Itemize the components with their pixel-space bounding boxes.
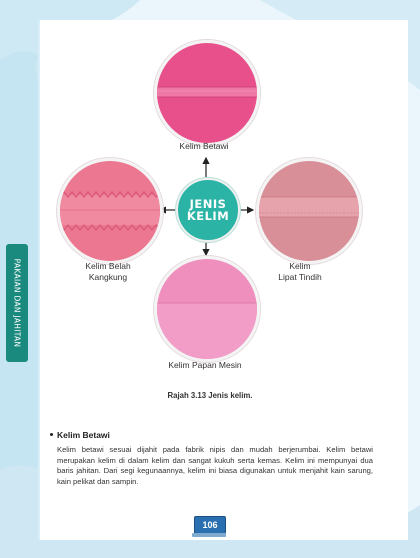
fabric-hem-image [60,161,160,261]
swatch-kelim-belah-kangkung [57,158,163,264]
swatch-kelim-betawi [154,40,260,146]
center-label-line2: KELIM [186,209,230,223]
laptop-base-icon [192,533,226,537]
label-kelim-betawi: Kelim Betawi [179,141,229,151]
swatch-kelim-lipat-tindih [256,158,362,264]
bullet-icon [50,433,53,436]
label-kelim-lipat-tindih [260,261,340,283]
page-number: 106 [194,516,226,534]
section-paragraph: Kelim betawi sesuai dijahit pada fabrik nipis dan mudah berjerumbai. Kelim betawi merupakan kelim di dalam kelim dan sangat kukuh serta kemas. Kelim ini mempunyai dua baris jahitan. Dari segi kegunaannya, kelim ini biasa digunakan untuk menjahit kain sarung, kain pelikat dan sampin. [57,445,373,486]
center-label-line1: JENIS [189,197,227,211]
page-number-badge [192,516,226,538]
swatch-kelim-papan-mesin [154,256,260,362]
figure-caption: Rajah 3.13 Jenis kelim. [167,391,253,400]
label-line: Kelim [289,261,311,271]
label-kelim-papan-mesin: Kelim Papan Mesin [168,360,242,370]
label-kelim-belah-kangkung [68,261,148,283]
label-line: Kelim Belah [85,261,131,271]
fabric-hem-image [157,259,257,359]
chapter-side-tab [6,244,28,362]
fabric-hem-image [157,43,257,143]
label-line: Kangkung [88,272,128,282]
chapter-side-tab-label: PAKAIAN DAN JAHITAN [12,258,22,348]
label-line: Lipat Tindih [278,272,322,282]
section-title: Kelim Betawi [57,430,110,440]
fabric-hem-image [259,161,359,261]
center-node [176,178,240,242]
